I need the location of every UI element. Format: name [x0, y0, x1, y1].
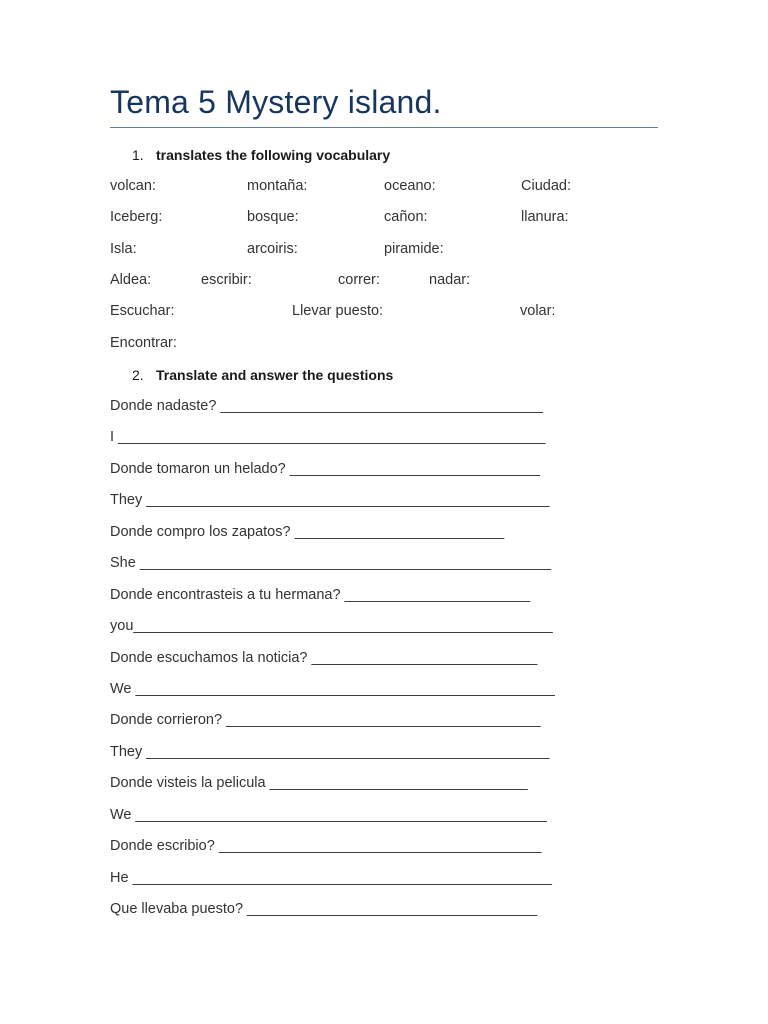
question-line: Donde tomaron un helado? _______________________________: [110, 461, 540, 477]
question-line: Donde nadaste? ________________________________________: [110, 398, 544, 414]
answer-line: I _____________________________________________________: [110, 429, 546, 445]
vocab-word: Aldea:: [110, 272, 152, 288]
vocab-word: escribir:: [201, 272, 252, 288]
vocab-word: volcan:: [110, 178, 156, 194]
question-line: Que llevaba puesto? ____________________________________: [110, 901, 538, 917]
question-line: Donde escuchamos la noticia? ____________________________: [110, 650, 538, 666]
vocab-word: correr:: [338, 272, 380, 288]
vocab-word: llanura:: [521, 209, 569, 225]
vocab-row-1: [0, 178, 768, 196]
vocab-row-6: [0, 335, 768, 353]
vocab-word: Isla:: [110, 241, 137, 257]
vocab-word: montaña:: [247, 178, 308, 194]
vocab-word: Llevar puesto:: [292, 303, 384, 319]
answer-line: We ___________________________________________________: [110, 807, 547, 823]
answer-line: We ____________________________________________________: [110, 681, 555, 697]
section-1-heading-text: translates the following vocabulary: [156, 147, 391, 163]
question-line: Donde escribio? ________________________________________: [110, 838, 542, 854]
section-1-heading: [132, 147, 390, 163]
vocab-word: oceano:: [384, 178, 436, 194]
answer-line: She ___________________________________________________: [110, 555, 552, 571]
section-2-heading-text: Translate and answer the questions: [156, 367, 394, 383]
vocab-word: piramide:: [384, 241, 444, 257]
question-line: Donde encontrasteis a tu hermana? _______________________: [110, 587, 531, 603]
answer-line: He ____________________________________________________: [110, 870, 552, 886]
vocab-row-3: [0, 241, 768, 259]
question-line: Donde corrieron? _______________________________________: [110, 712, 541, 728]
title-underline: [110, 127, 658, 128]
vocab-word: nadar:: [429, 272, 471, 288]
vocab-word: Ciudad:: [521, 178, 571, 194]
answer-line: They __________________________________________________: [110, 492, 550, 508]
vocab-word: Encontrar:: [110, 335, 177, 351]
section-1-number: 1.: [132, 147, 144, 163]
page-title: Tema 5 Mystery island.: [110, 84, 442, 120]
answer-line: you____________________________________________________: [110, 618, 553, 634]
vocab-row-4: [0, 272, 768, 290]
vocab-word: cañon:: [384, 209, 428, 225]
vocab-row-2: [0, 209, 768, 227]
vocab-row-5: [0, 303, 768, 321]
vocab-word: volar:: [520, 303, 556, 319]
vocab-word: Escuchar:: [110, 303, 175, 319]
section-2-number: 2.: [132, 367, 144, 383]
question-line: Donde compro los zapatos? __________________________: [110, 524, 505, 540]
vocab-word: Iceberg:: [110, 209, 163, 225]
vocab-word: arcoiris:: [247, 241, 298, 257]
question-line: Donde visteis la pelicula ________________________________: [110, 775, 528, 791]
vocab-word: bosque:: [247, 209, 299, 225]
answer-line: They __________________________________________________: [110, 744, 550, 760]
section-2-heading: [132, 367, 393, 383]
